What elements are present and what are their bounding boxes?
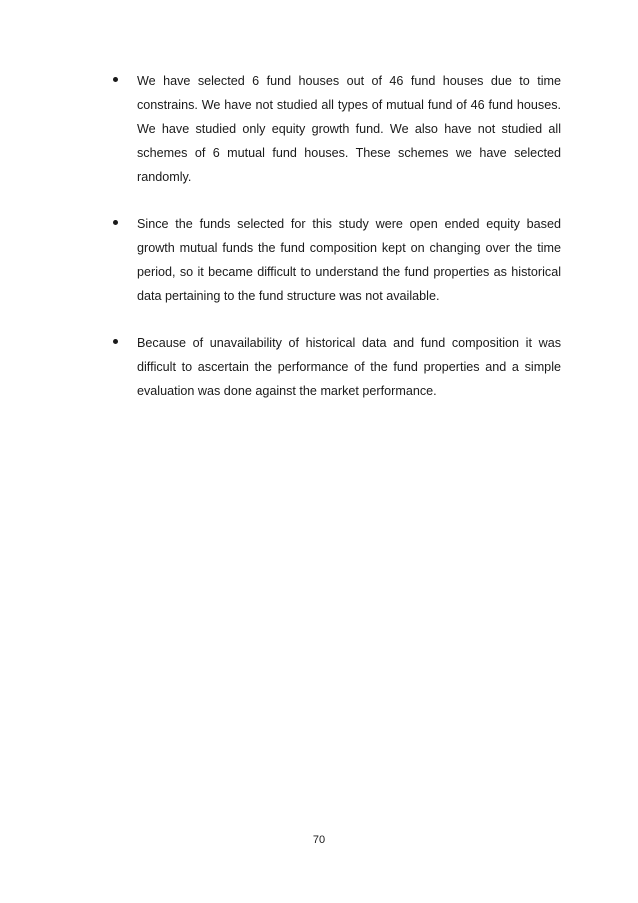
limitations-bullet-list [113, 69, 561, 426]
bullet-icon [113, 220, 118, 225]
list-item [113, 331, 561, 403]
page-number: 70 [312, 834, 326, 846]
bullet-text: Because of unavailability of historical data and fund composition it was difficult to ascertain the performance of the fund properties and a simple evaluation was done against the market performance. [137, 336, 561, 398]
bullet-icon [113, 339, 118, 344]
bullet-icon [113, 77, 118, 82]
bullet-text: Since the funds selected for this study were open ended equity based growth mutual funds the fund composition kept on changing over the time period, so it became difficult to understand the fund properties as historical data pertaining to the fund structure was not available. [137, 217, 561, 303]
bullet-text: We have selected 6 fund houses out of 46 fund houses due to time constrains. We have not studied all types of mutual fund of 46 fund houses. We have studied only equity growth fund. We also have not studied all schemes of 6 mutual fund houses. These schemes we have selected randomly. [137, 74, 561, 184]
list-item [113, 212, 561, 308]
list-item [113, 69, 561, 189]
